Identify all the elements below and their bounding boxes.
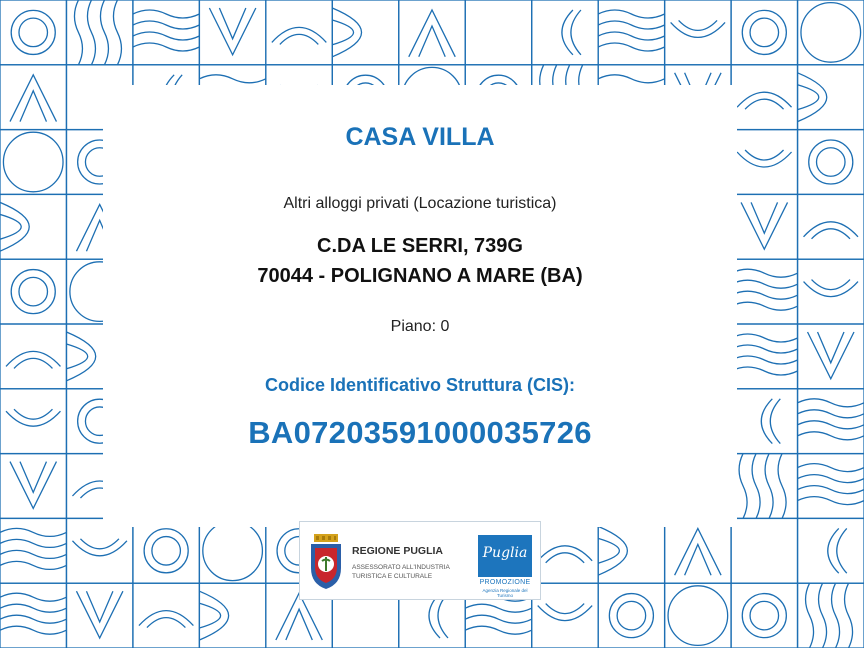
property-title: CASA VILLA xyxy=(345,123,495,151)
info-panel xyxy=(103,85,737,527)
logo-strip xyxy=(299,521,541,600)
promo-label: PROMOZIONE xyxy=(479,579,531,586)
puglia-logo-text: Puglia xyxy=(482,545,528,561)
property-category: Altri alloggi privati (Locazione turistica) xyxy=(283,195,557,212)
region-name: REGIONE PUGLIA xyxy=(352,545,444,557)
floor-info: Piano: 0 xyxy=(390,318,450,335)
cis-code: BA07203591000035726 xyxy=(248,415,592,450)
address-city: 70044 - POLIGNANO A MARE (BA) xyxy=(257,265,583,287)
address-street: C.DA LE SERRI, 739G xyxy=(317,235,523,257)
promo-subtitle: Agenzia Regionale del Turismo xyxy=(482,588,528,598)
region-subtitle: ASSESSORATO ALL'INDUSTRIA TURISTICA E CULTURALE xyxy=(352,564,450,580)
puglia-logo xyxy=(478,535,532,577)
cis-label: Codice Identificativo Struttura (CIS): xyxy=(264,375,576,395)
regione-puglia-crest-icon xyxy=(308,534,344,590)
